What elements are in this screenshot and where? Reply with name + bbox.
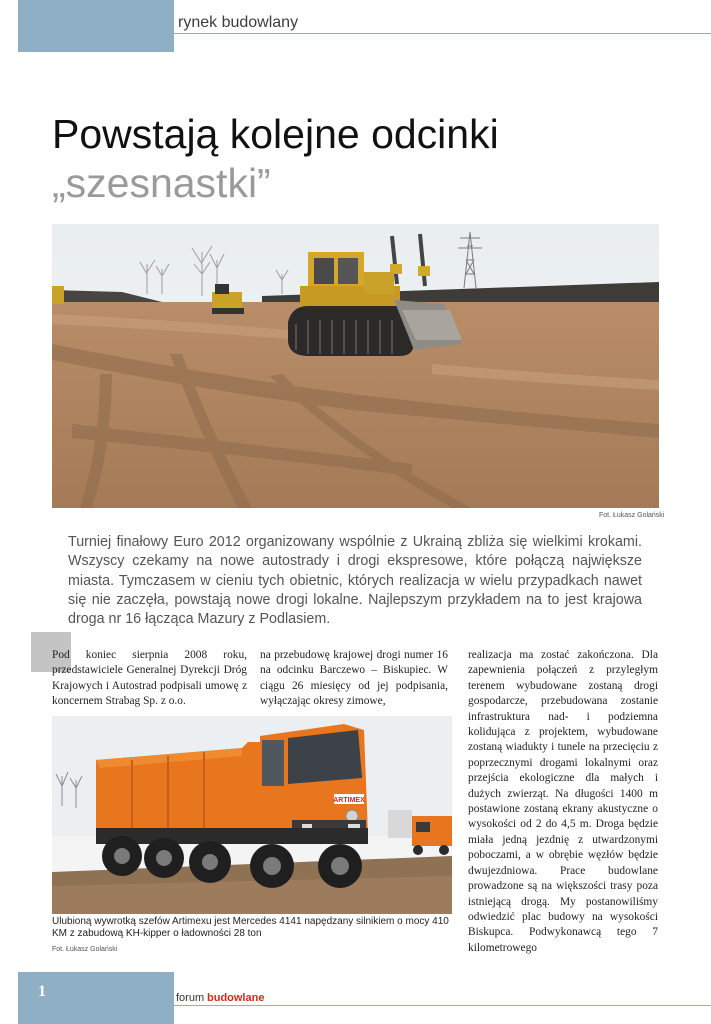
photo-credit: Fot. Łukasz Golański xyxy=(599,512,665,519)
magazine-name-budowlane: budowlane xyxy=(207,992,265,1004)
body-column-3: realizacja ma zostać zakończona. Dla zapewnienia połączeń z przyległym terenem wybudowane zostaną drogi gospodarcze, przebudowana zostanie infrastruktura nad- i podziemna kolidująca z projektem, wybudowane zostaną wiadukty i tunele na przecięciu z poprzecznymi drogami lokalnymi oraz przejścia ekologiczne dla małych i dużych zwierząt. Na długości 1400 m postawione zostaną ekrany akustyczne o wysokości od 2 do 4,5 m. Droga będzie miała jedną jezdnię z utwardzonymi poboczami, a w obrębie węzłów będzie dwujezdniowa. Prace budowlane prowadzone są na większości trasy poza istniejącą drogą. My postanowiliśmy odwiedzić plac budowy na wysokości Biskupca. Podwykonawcą tego 7 kilometrowego xyxy=(468,649,658,954)
truck-logo-text: ARTIMEX xyxy=(333,797,365,804)
body-column-2: na przebudowę krajowej drogi numer 16 na odcinku Barczewo – Biskupiec. W ciągu 26 miesięcy od jej podpisania, wyłączając okresy zimowe, xyxy=(260,649,448,708)
magazine-name-forum: forum xyxy=(176,992,205,1004)
bulldozer-photo xyxy=(52,224,659,508)
page-number: 1 xyxy=(38,983,46,1000)
article-title-highlight: „szesnastki” xyxy=(52,160,271,206)
body-column-1: Pod koniec sierpnia 2008 roku, przedstawiciele Generalnej Dyrekcji Dróg Krajowych i Autostrad podpisali umowę z koncernem Strabag Sp. z o.o. xyxy=(52,649,247,708)
lead-paragraph: Turniej finałowy Euro 2012 organizowany wspólnie z Ukrainą zbliża się wielkimi krokami. Wszyscy czekamy na nowe autostrady i drogi ekspresowe, które połączą największe miasta. Tymczasem w cieniu tych obietnic, których realizacja w wielu przypadkach nawet się nie zaczęła, powstają nowe drogi lokalne. Najlepszym przykładem na to jest krajowa droga nr 16 łącząca Mazury z Podlasiem. xyxy=(68,534,642,628)
truck-photo-credit: Fot. Łukasz Golański xyxy=(52,946,118,953)
article-title: Powstają kolejne odcinki xyxy=(52,111,499,157)
header-rule xyxy=(174,33,711,34)
issue-year: 2009 xyxy=(148,1009,169,1019)
dump-truck-photo xyxy=(52,716,452,914)
issue-month: luty xyxy=(150,993,165,1003)
header-color-bar xyxy=(18,0,174,52)
footer-rule xyxy=(174,1005,711,1006)
section-label: rynek budowlany xyxy=(178,14,299,31)
truck-photo-caption: Ulubioną wywrotką szefów Artimexu jest Mercedes 4141 napędzany silnikiem o mocy 410 KM z zabudową KH-kipper o ładowności 28 ton xyxy=(52,916,449,939)
